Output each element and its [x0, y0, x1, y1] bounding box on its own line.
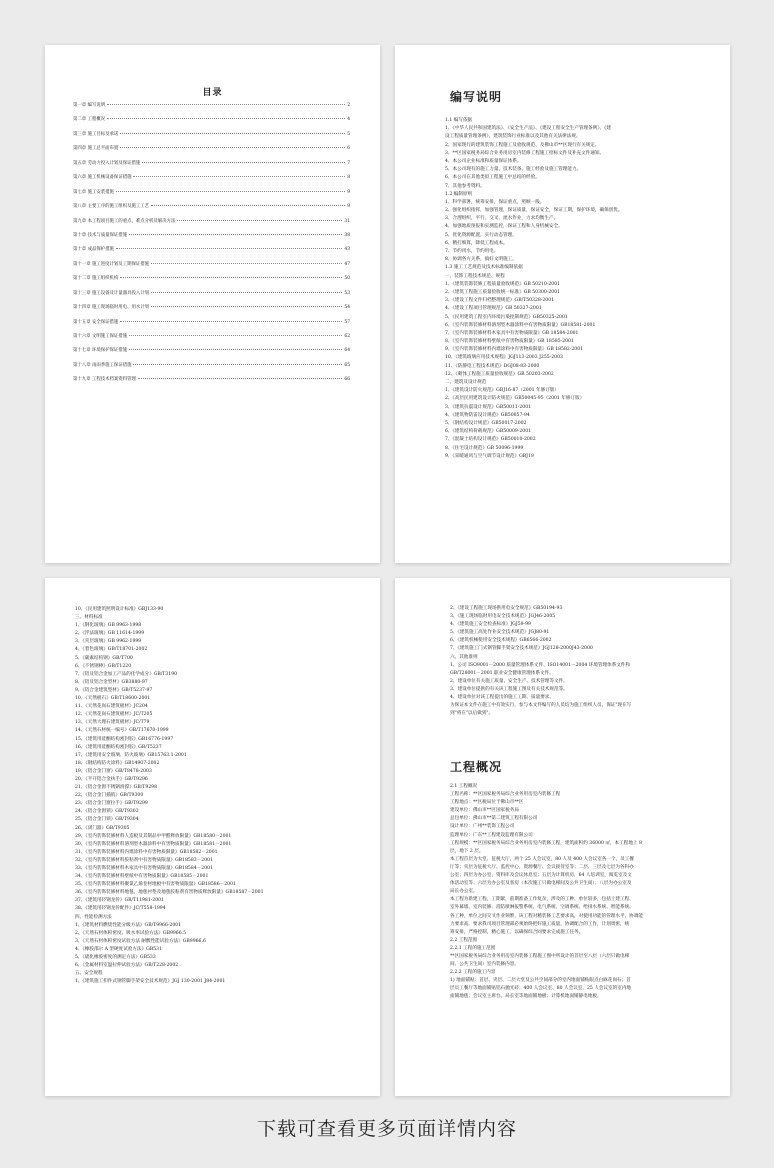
text-line: 11、《防静电工程技术规范》DGJ08-83-2000 — [445, 363, 540, 369]
text-line: 24、《铝合金窗锁》GB/T9302 — [75, 809, 139, 815]
toc-leader-dots — [116, 248, 342, 249]
text-line: 6、本公司在其他类似工程施工中总结的经验。 — [445, 175, 540, 181]
text-line: 7、节约用水，节约用电。 — [445, 249, 499, 254]
text-line: 3、**区国家税务局综合业务用房室内装修工程施工招标文件及补充文件通知。 — [445, 150, 605, 156]
text-line: 3、建设单位提供的有关该工程施工图及有关技术规范等。 — [450, 686, 568, 692]
toc-entry-page: 53 — [344, 290, 350, 296]
text-line: 1.1 编写依据 — [445, 118, 473, 123]
toc-entry-label: 第十章 技术与质量保证措施 — [73, 232, 128, 238]
toc-entry[interactable] — [73, 319, 350, 333]
text-line: 5、《民用建筑工程室内环境污染控制规范》GB50325-2001 — [445, 314, 568, 320]
text-line: 1.3 施工工艺规范及技术标准编制依据 — [445, 265, 523, 271]
toc-entry[interactable] — [73, 246, 350, 260]
toc-list — [73, 102, 350, 391]
toc-entry-label: 第十六章 文明施工保证措施 — [73, 334, 128, 339]
text-line: 38、《建筑用轻钢龙骨配件》JC/T558-1994 — [75, 906, 166, 912]
text-line: 3、《建设工程文件归档整理规范》GB/T50328-2001 — [445, 298, 555, 304]
toc-leader-dots — [129, 335, 342, 336]
toc-leader-dots — [138, 378, 343, 379]
toc-entry-label: 第八章 主要工序的施工组织及施工工艺 — [73, 204, 150, 210]
toc-entry[interactable] — [73, 102, 350, 116]
text-line: 1、《建筑设计防火规范》GBJ16-87（2001 年修订版） — [445, 388, 559, 394]
text-line: 工程规模：**区国家税务局综合业务用房室内装修工程，建筑面积约 36000 ㎡，本工程地上 8 — [450, 840, 642, 846]
text-line: 16、《建筑用硅酮结构密封胶》GB/T5237 — [75, 744, 162, 750]
toc-entry[interactable] — [73, 362, 350, 376]
text-line: 29、《室内装饰装修材料人造板及其制品中甲醛释放限量》GB18580－2001 — [75, 833, 232, 839]
text-line: 2.2 工程范围 — [450, 937, 478, 943]
text-line: 工程名称：**区国家税务局综合业务用房室内装修工程 — [450, 792, 561, 798]
text-line: 本工程为新建工程，工期紧，前期准备工作复杂，涉及的工种、单位较多，包括土建工程、 — [450, 897, 634, 903]
text-line: 1、《钢化玻璃》GB 9963-1998 — [75, 623, 142, 629]
text-line: 6、《室内装饰装修材料溶剂型木器涂料中有害物质限量》GB18581-2001 — [445, 322, 596, 328]
text-line: 厅等；夹层为征税大厅、监控中心，资源餐厅、会议接待室等；二层、三层及七层为各科办 — [450, 864, 634, 870]
toc-entry-label: 第四章 施工总平面布置 — [73, 146, 119, 152]
text-line: 5、《硫化橡胶密度的测定方法》GB533 — [75, 955, 156, 961]
text-line: 1、《建筑材料燃烧性能分级方法》GB/T9966-2001 — [75, 922, 182, 928]
text-line: 1、科学部署，统筹安排，保证重点，照顾一般。 — [445, 199, 545, 205]
text-line: 35、《室内装饰装修材料聚氯乙烯卷材地板中有害物质限量》GB18586－2001 — [75, 882, 236, 888]
toc-entry[interactable] — [73, 218, 350, 232]
toc-leader-dots — [151, 306, 342, 307]
text-line: 17、《建筑用安全玻璃、防火玻璃》GB15763.1-2001 — [75, 752, 187, 758]
text-line: 4、《着色玻璃》GB/T18701-2002 — [75, 647, 148, 653]
toc-entry-label: 第五章 劳动力投入计划及保证措施 — [73, 160, 141, 166]
text-line: 6、《建筑结构荷载规范》GB50009-2001 — [445, 429, 532, 435]
text-line: 2、强化组织指挥，加强管理，保证质量，保证安全，保证工期，保护环境，确保创优。 — [445, 208, 623, 214]
text-line: 一、装饰工程技术规范、规程 — [445, 273, 505, 279]
toc-entry-label: 第十八章 雨雨季施工保证措施 — [73, 362, 132, 368]
text-line: 7、其他参考资料。 — [445, 183, 485, 189]
text-line: 37、《建筑用轻钢龙骨》GB/T11981-2001 — [75, 898, 164, 904]
document-page-project-overview — [395, 578, 730, 1096]
toc-entry-label: 第十三章 施工设备及计量器具投入计划 — [73, 290, 150, 296]
text-line: 25、《铝合金门锁》GB/T9304 — [75, 817, 139, 823]
text-line: 本工程首层为大堂、征税大厅，两个 25 人会议室，80 人及 400 人会议室各一个，员工餐 — [450, 856, 634, 862]
text-line: 1、《中华人民共和国建筑法》、《安全生产法》、《建设工程安全生产管理条例》、《建 — [445, 126, 611, 132]
toc-entry-label: 第六章 施工机械设备保证措施 — [73, 175, 132, 181]
text-line: 六、其他准则 — [450, 654, 478, 660]
text-line: 4、建设单位对该工程提出的施工工期、质量要求。 — [450, 695, 554, 701]
toc-entry-page: 62 — [344, 334, 350, 339]
text-line: 9、《采暖通风与空气调节设计规范》GBJ19 — [445, 453, 534, 459]
text-line: 3、《天然石材体积密度试验方法 耐酸性能试验方法》GB9966.6 — [75, 938, 206, 944]
toc-entry[interactable] — [73, 275, 350, 289]
text-line: 23、《铝合金门窗拉手》GB/T9299 — [75, 801, 148, 807]
toc-entry-page: 43 — [344, 247, 350, 253]
toc-entry-page: 38 — [344, 232, 350, 238]
toc-entry-label: 第十七章 环境保护保证措施 — [73, 348, 128, 354]
text-line: 31、《室内装饰装修材料内墙涂料中有害物质限量》GB18582－2001 — [75, 849, 218, 855]
text-line: 2、《天然石材体积密度、吸水率试验方法》GB9966.5 — [75, 930, 187, 936]
text-line: 三、材料标准 — [75, 615, 103, 621]
text-line: 五、安全规程 — [75, 971, 103, 977]
toc-entry-label: 第一章 编写说明 — [73, 103, 106, 108]
text-line: 5、本公司现有的施工力量、技术装备、施工经验及施工管理能力。 — [445, 167, 582, 173]
toc-entry-label: 第十四章 施工现场临时用电、用水计划 — [73, 305, 150, 311]
text-line: 4、《建筑施工安全检查标准》JGJ59-99 — [450, 622, 531, 628]
toc-entry-page: 9 — [347, 204, 350, 210]
toc-leader-dots — [116, 191, 345, 192]
toc-leader-dots — [120, 277, 342, 278]
toc-entry-page: 47 — [344, 261, 350, 267]
toc-entry-label: 第十二章 施工组织机构 — [73, 276, 119, 282]
toc-leader-dots — [151, 292, 342, 293]
toc-leader-dots — [151, 205, 345, 206]
text-line: 5、《钢结构设计规范》GB50017-2002 — [445, 420, 527, 426]
toc-entry[interactable] — [73, 174, 350, 188]
text-line: 6、《不锈钢棒》GB/T1220 — [75, 663, 132, 669]
toc-entry-label: 第七章 施工安装措施 — [73, 189, 114, 195]
text-line: 33、《室内装饰装修材料木家具中有害物质限量》GB18584－2001 — [75, 866, 213, 871]
text-line: 建设单位：佛山市**区国家税务局 — [450, 808, 519, 814]
text-line: 6、《建筑机械使用安全技术规程》GB6566-2002 — [450, 638, 552, 644]
section-heading: 工程概况 — [450, 760, 503, 774]
text-line: 11、《天然花岗石建筑板材》JC204 — [75, 704, 148, 710]
text-line: 8、《室内装饰装修材料壁纸中有害物质限量》GB 18585-2001 — [445, 339, 574, 345]
toc-title: 目录 — [202, 88, 223, 98]
text-line: 26、《闭门器》GB/T9305 — [75, 825, 130, 831]
text-line: 设计单位：广州**装饰工程公司 — [450, 824, 515, 830]
text-line: 22、《铝合金门插销》GB/T9300 — [75, 793, 144, 799]
text-line: 34、《室内装饰装修材料壁纸中有害物质限量》GB18585－2001 — [75, 874, 209, 880]
text-line: 4、《建筑物防雷设计规范》GB50057-94 — [445, 412, 530, 418]
text-line: 1、公司 ISO9001－2000 质量管理体系文件、ISO14001－2004 环境管理体系文件和 — [450, 662, 631, 668]
text-line: 32、《室内装饰装修材料胶粘剂中有害物质限量》GB18583－2001 — [75, 857, 213, 863]
text-line: 2、《建筑工程施工质量验收统一标准》GB 50300-2001 — [445, 289, 561, 295]
toc-entry[interactable] — [73, 189, 350, 203]
text-line: 层员工餐厅等地面铺贴铝石抛光砖；400 人会议室、80 人会议室、25 人会议室的室内地 — [450, 986, 632, 992]
text-line: 4、《建设工程项目管理规范》GB 50327-2001 — [445, 306, 542, 312]
toc-entry[interactable] — [73, 290, 350, 304]
toc-entry-page: 9 — [347, 189, 350, 195]
text-line: 层，地下 2 层。 — [450, 848, 484, 854]
text-line: 36、《室内装饰装修材料地毯、地毯衬垫及地毯胶粘剂有害物质释放限量》GB18587－2001 — [75, 890, 264, 896]
document-page-writing-notes — [395, 45, 730, 563]
text-line: 8、协调各方关系，搞好文明施工。 — [445, 257, 517, 263]
toc-entry[interactable] — [73, 376, 350, 390]
toc-entry-page: 5 — [347, 131, 350, 137]
text-line: 18、《钢结构防火涂料》GB14907-2002 — [75, 760, 160, 766]
page-body-text — [75, 606, 365, 986]
toc-leader-dots — [133, 176, 345, 177]
toc-entry-label: 第二章 工程概况 — [73, 117, 106, 123]
toc-leader-dots — [133, 364, 342, 365]
toc-entry[interactable] — [73, 304, 350, 318]
text-line: 面铺地毯；会议室主席台、局长室等地面铺地板；计算机地面铺静电地板。 — [450, 994, 602, 1000]
toc-entry-page: 57 — [344, 319, 350, 325]
text-line: 7、《铝及铝合金加工产品的化学成分》GB/T3190 — [75, 671, 178, 677]
text-line: 19、《铝合金门窗》GB/T8478-2003 — [75, 768, 152, 774]
toc-entry-label: 第十五章 安全保证措施 — [73, 319, 119, 325]
toc-entry[interactable] — [73, 203, 350, 217]
text-line: 筹安排，严格控制，精心施工，以确保综合同要求完成施工任务。 — [450, 929, 584, 935]
text-line: 为保证本文件在施工中有效实行，参与本文件编写的人员均为施工组织人员，保证"现在写 — [450, 703, 632, 709]
text-line: 15、《建筑用硅酮结构密封胶》GB16776-1997 — [75, 736, 174, 742]
text-line: 7、《混凝土结构设计规范》GB50010-2002 — [445, 437, 536, 443]
toc-entry-label: 第三章 施工目标及承诺 — [73, 131, 119, 137]
download-more-prompt[interactable]: 下载可查看更多页面详情内容 — [256, 1118, 517, 1140]
text-line: **区国家税务局综合业务用房室内装修工程施工图中所设计的首层至八层（六层只做电梯 — [450, 953, 630, 959]
toc-entry-label: 第十一章 施工进度计划及工期保证措施 — [73, 261, 150, 267]
text-line: 四、性能检测方法 — [75, 914, 112, 920]
text-line: 10、《建筑玻璃应用技术规程》JGJ113-2003 J255-2003 — [445, 355, 563, 361]
text-line: 13、《天然大理石建筑板材》JC/T79 — [75, 720, 150, 726]
text-line: 9、《铝合金建筑型材》GB/T5237-97 — [75, 687, 153, 693]
text-line: 2.2.1 工程的施工范围 — [450, 945, 496, 951]
page-body-text — [445, 117, 710, 461]
text-line: 室外幕墙、室内装修、消防喷淋报警系统、电气系统、空调系统、给排水系统、智能系统、 — [450, 905, 634, 911]
text-line: 1、《建筑施工扣件式钢管脚手架安全技术规范》JGJ 130-2001 J84-2001 — [75, 979, 226, 985]
text-line: 力要求高。要求我司项目管理部必须始终把好施工质量，协调配合的工作，计划周密，统 — [450, 921, 630, 927]
toc-entry-page: 31 — [344, 218, 350, 224]
toc-leader-dots — [120, 133, 345, 134]
toc-entry-page: 66 — [344, 377, 350, 383]
toc-leader-dots — [120, 147, 345, 148]
toc-entry-page: 2 — [347, 103, 350, 108]
text-line: 设工程质量管理条例》、建筑装饰行业标准以及其他有关法律法规。 — [445, 134, 581, 140]
text-line: 9、《室内装饰装修材料内墙涂料中有害物质限量》GB 18582-2001 — [445, 347, 584, 353]
text-line: 4、本公司企业标准和质量保证体系。 — [445, 158, 522, 164]
toc-entry[interactable] — [73, 347, 350, 361]
toc-entry-label: 第九章 本工程项目施工的重点、难点分析及解决方法 — [73, 218, 176, 224]
text-line: 5、《建筑施工高处作业安全技术规范》JGJ80-91 — [450, 630, 550, 636]
text-line: 3、《夹层玻璃》GB 9962-1999 — [75, 639, 142, 645]
toc-entry-label: 第十章 成品保护措施 — [73, 247, 114, 253]
text-line: 6、《金属材料室温拉伸试验方法》GB/T228-2002 — [75, 963, 179, 969]
text-line: 1.2 编制原则 — [445, 191, 473, 197]
text-line: 8、《住宅设计规范》GB 50096-1999 — [445, 445, 524, 451]
text-line: 6、精打细算，降低工程成本。 — [445, 240, 508, 246]
toc-entry-page: 50 — [344, 276, 350, 282]
text-line: 2、《浮法玻璃》GB 11614-1999 — [75, 631, 145, 637]
toc-entry-page: 6 — [347, 146, 350, 152]
text-line: GB/T28001－2001 职业安全健康管理体系文件。 — [450, 670, 554, 676]
text-line: 5、《碳素结构钢》GB/T700 — [75, 655, 133, 661]
toc-leader-dots — [107, 104, 345, 105]
text-line: 30、《室内装饰装修材料溶剂型木器涂料中有害物质限量》GB18581－2001 — [75, 841, 232, 847]
toc-leader-dots — [107, 118, 345, 119]
toc-entry-page: 54 — [344, 305, 350, 311]
toc-entry-page: 7 — [347, 160, 350, 166]
text-line: 3、合理组织，平行、交叉、流水作业，力求均衡生产。 — [445, 216, 559, 222]
text-line: 10、《天然板石》GB/T18600-2001 — [75, 696, 151, 702]
text-line: 公室；四层为办公室，资料库及会议休息室；五层为计算机房，64 人培训室，阅览室及文 — [450, 873, 632, 879]
document-page-standards — [45, 578, 380, 1096]
text-line: 7、《室内装饰装修材料木家具中有害物质限量》GB 18584-2001 — [445, 330, 579, 336]
text-line: 到"将在"以后做到"。 — [450, 711, 494, 717]
toc-leader-dots — [129, 349, 342, 350]
text-line: 3、《施工现场临时用电安全技术规范》JGJ46-2005 — [450, 614, 556, 620]
section-heading: 编写说明 — [450, 90, 503, 104]
text-line: 2.1 工程概况 — [450, 784, 478, 789]
text-line: 各工种，单位之间交叉作业频繁，该工程对精装修工艺要求高，对使用功能的管理水平，协调能 — [450, 913, 643, 919]
toc-entry-page: 65 — [344, 362, 350, 368]
page-body-text-top — [450, 605, 710, 718]
text-line: 二、建筑及设计规范 — [445, 380, 487, 385]
text-line: 局长办公室。 — [450, 889, 478, 895]
toc-entry[interactable] — [73, 131, 350, 145]
toc-leader-dots — [120, 321, 342, 322]
toc-entry[interactable] — [73, 232, 350, 246]
toc-entry[interactable] — [73, 160, 350, 174]
text-line: 3、《建筑抗震设计规范》GB50011-2001 — [445, 404, 532, 410]
text-line: 2、《建设工程施工现场供用电安全规范》GB50194-93 — [450, 606, 563, 611]
toc-leader-dots — [129, 234, 342, 235]
text-line: 2、《高层民用建筑设计防火规范》GB50045-95（2001 年修订版） — [445, 396, 585, 402]
toc-entry[interactable] — [73, 333, 350, 347]
text-line: 21、《铝合金窗不锈钢滑撑》GB/T9298 — [75, 785, 158, 791]
text-line: 1、《建筑装饰装修工程质量验收规范》GB 50210-2001 — [445, 281, 561, 287]
text-line: 12、《砌体工程施工质量验收规范》GB 50203-2002 — [445, 371, 554, 377]
text-line: 2、建设单位有关施工质量、安全生产、技术管理等文件。 — [450, 678, 568, 684]
toc-leader-dots — [177, 220, 342, 221]
text-line: 12、《天然花岗石建筑板材》JC/T205 — [75, 712, 153, 718]
text-line: 8、《铝及铝合金型材》GB3880-97 — [75, 679, 148, 685]
text-line: 监理单位：广东**工程建设监理有限公司 — [450, 832, 533, 838]
text-line: 2、国家现行的建筑装饰工程施工及验收规范、及佛山市**区现行有关规定。 — [445, 142, 600, 148]
text-line: 1) 地面铺贴：首层、夹层、二层大堂及公共空间部分的室内地面铺贴眼点白麻花岗石；首 — [450, 978, 631, 984]
page-body-text-bottom — [450, 783, 710, 1002]
toc-entry[interactable] — [73, 116, 350, 130]
toc-entry[interactable] — [73, 145, 350, 159]
toc-entry-page: 4 — [347, 117, 350, 123]
text-line: 体活动室等；六层为办公室及客房（本次施工只做电梯间及公共卫生间）；八层为办公室及 — [450, 881, 632, 887]
toc-entry-page: 64 — [344, 348, 350, 354]
text-line: 总包单位：佛山市**第二建筑工程有限公司 — [450, 816, 538, 822]
toc-entry-label: 第十九章 工程技术档案资料管理 — [73, 377, 136, 383]
text-line: 5、优化资源配置，实行动态管理。 — [445, 232, 517, 238]
text-line: 4、加强地质预报和实测监控，保证工程和人身机械安全。 — [445, 224, 563, 230]
text-line: 20、《半开铝合金执手》GB/T9296 — [75, 776, 148, 782]
text-line: 7、《建筑施工门式钢管脚手架安全技术规范》JGJ128-2000J43-2000 — [450, 646, 593, 652]
toc-entry-page: 8 — [347, 175, 350, 181]
text-line: 4、《橡胶邵尔 A 型硬度试验方法》GB531 — [75, 946, 162, 952]
text-line: 工程地点：**区税局位于佛山市**区 — [450, 800, 524, 806]
document-page-toc — [45, 45, 380, 563]
text-line: 10、《民用建筑照明设计标准》GBJ133-90 — [75, 607, 164, 612]
toc-leader-dots — [151, 263, 342, 264]
text-line: 14、《天然石材统一编号》GB/T17670-1999 — [75, 728, 169, 734]
text-line: 2.2.2 工程的施工内容 — [450, 970, 496, 976]
toc-entry[interactable] — [73, 261, 350, 275]
text-line: 间、公共卫生间）室内装修内容。 — [450, 962, 519, 968]
toc-leader-dots — [142, 162, 345, 163]
